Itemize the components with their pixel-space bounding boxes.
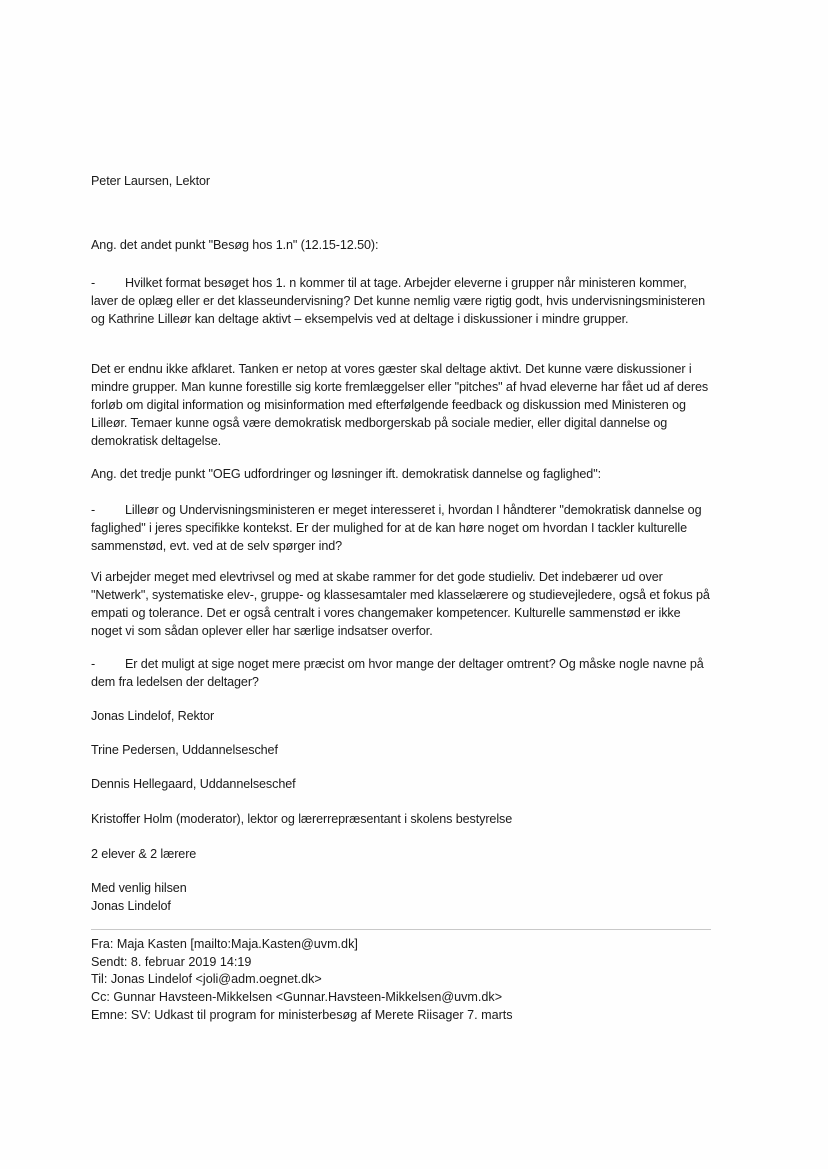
- bullet-marker: -: [91, 657, 96, 671]
- author-line: Peter Laursen, Lektor: [91, 174, 211, 188]
- email-subject: Emne: SV: Udkast til program for ministerbesøg af Merete Riisager 7. marts: [91, 1007, 513, 1022]
- participant-item: Kristoffer Holm (moderator), lektor og lærerrepræsentant i skolens bestyrelse: [91, 812, 513, 826]
- closing: Med venlig hilsen: [91, 881, 187, 895]
- bullet-marker: -: [91, 503, 96, 517]
- email-cc: Cc: Gunnar Havsteen-Mikkelsen <Gunnar.Havsteen-Mikkelsen@uvm.dk>: [91, 990, 503, 1005]
- email-to: Til: Jonas Lindelof <joli@adm.oegnet.dk>: [91, 972, 322, 987]
- participant-item: 2 elever & 2 lærere: [91, 847, 197, 861]
- email-divider: [91, 929, 711, 930]
- point2-heading: Ang. det andet punkt "Besøg hos 1.n" (12.15-12.50):: [91, 238, 379, 252]
- point2-answer: Det er endnu ikke afklaret. Tanken er netop at vores gæster skal deltage aktivt. Det kunne være diskussioner i mindre grupper. Man kunne forestille sig korte fremlæggelser eller "pitches" af hvad eleverne har fået ud af deres forløb om digital information og misinformation med efterfølgende feedback og diskussion med Ministeren og Lilleør. Temaer kunne også være demokratisk medborgerskab på sociale medier, eller digital dannelse og demokratisk deltagelse.: [91, 362, 709, 448]
- point4-question: Er det muligt at sige noget mere præcist om hvor mange der deltager omtrent? Og måske nogle navne på dem fra ledelsen der deltager?: [91, 657, 704, 689]
- email-header: [91, 936, 711, 1025]
- point3-heading: Ang. det tredje punkt "OEG udfordringer og løsninger ift. demokratisk dannelse og faglighed":: [91, 467, 601, 481]
- participant-item: Dennis Hellegaard, Uddannelseschef: [91, 777, 296, 791]
- participant-item: Jonas Lindelof, Rektor: [91, 709, 215, 723]
- email-from: Fra: Maja Kasten [mailto:Maja.Kasten@uvm.dk]: [91, 937, 358, 951]
- point2-question: Hvilket format besøget hos 1. n kommer til at tage. Arbejder eleverne i grupper når ministeren kommer, laver de oplæg eller er det klasseundervisning? Det kunne nemlig være rigtig godt, hvis undervisningsministeren og Kathrine Lilleør kan deltage aktivt – eksempelvis ved at deltage i diskussioner i mindre grupper.: [91, 276, 706, 326]
- email-sent: Sendt: 8. februar 2019 14:19: [91, 954, 252, 969]
- signature: Jonas Lindelof: [91, 899, 171, 913]
- point3-answer: Vi arbejder meget med elevtrivsel og med at skabe rammer for det gode studieliv. Det indebærer ud over "Netwerk", systematiske elev-, gruppe- og klassesamtaler med klasselærere og studievejledere, også et fokus på empati og tolerance. Det er også centralt i vores changemaker kompetencer. Kulturelle sammenstød er ikke noget vi som sådan oplever eller har særlige indsatser overfor.: [91, 570, 710, 638]
- participant-item: Trine Pedersen, Uddannelseschef: [91, 743, 278, 757]
- bullet-marker: -: [91, 276, 96, 290]
- point3-question: Lilleør og Undervisningsministeren er meget interesseret i, hvordan I håndterer "demokratisk dannelse og faglighed" i jeres specifikke kontekst. Er der mulighed for at de kan høre noget om hvordan I tackler kulturelle sammenstød, evt. ved at de selv spørger ind?: [91, 503, 702, 553]
